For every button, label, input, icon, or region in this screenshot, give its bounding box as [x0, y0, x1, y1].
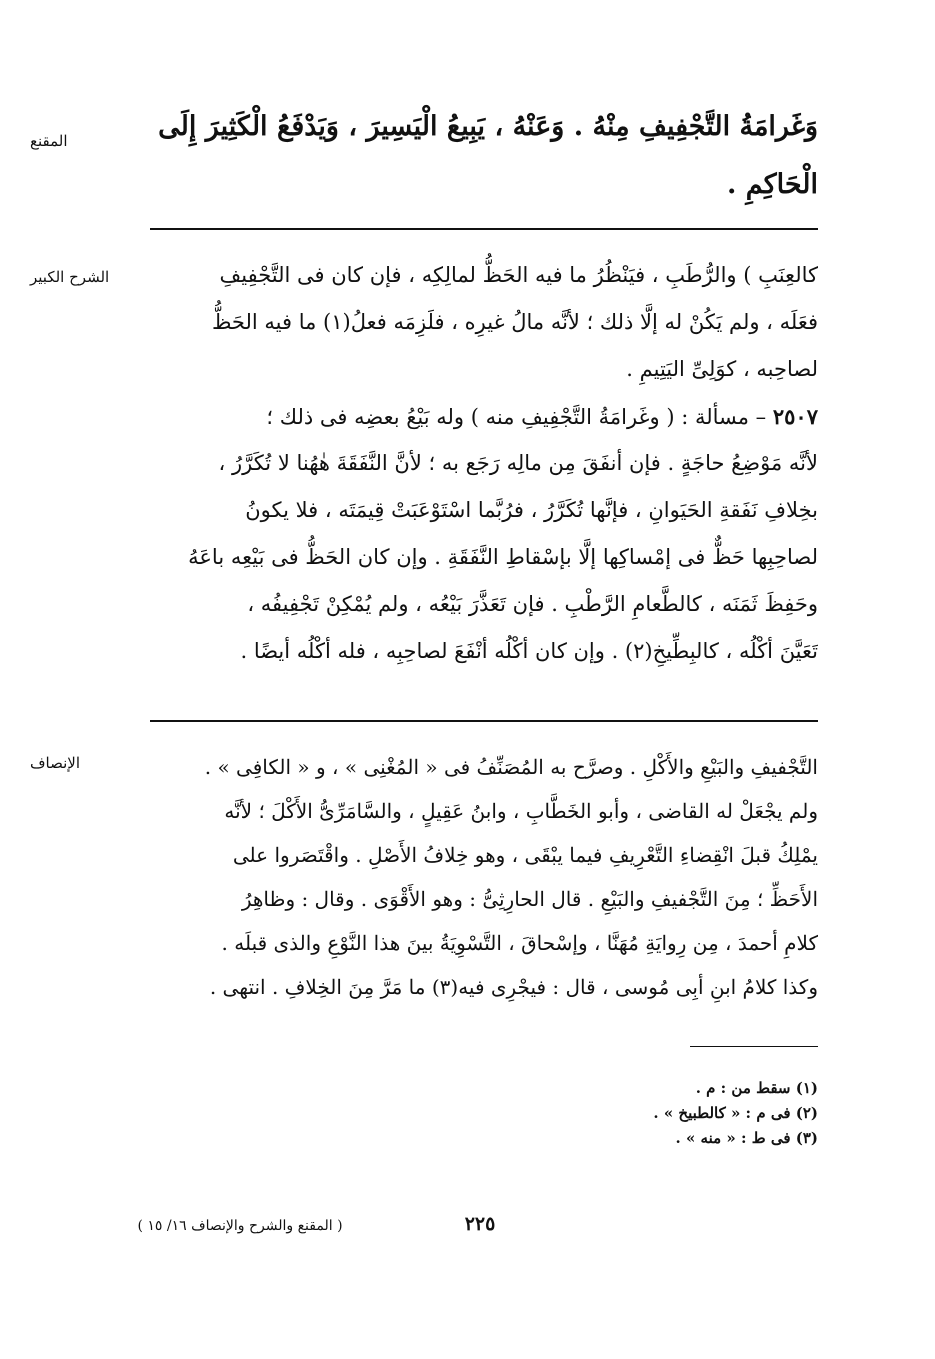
- section-divider: [150, 228, 818, 230]
- sharh-text: [150, 252, 818, 675]
- masala-heading: [150, 393, 818, 440]
- footnote-item: (٣) فى ط : « منه » .: [675, 1129, 818, 1147]
- masala-dash: –: [749, 405, 767, 429]
- footnotes: [590, 1076, 818, 1151]
- footnote-item: (٢) فى م : « كالطبيخ » .: [653, 1104, 818, 1122]
- insaf-line: ولم يجْعَلْ له القاضى ، وأبو الخَطَّابِ ، وابنُ عَقِيلٍ ، والسَّامَرِّىُّ الأَكْلَ ؛ لأنَّه: [224, 799, 818, 823]
- label-muqni: المقنع: [30, 132, 68, 150]
- insaf-line: يمْلِكُ قبلَ انْقِضاءِ التَّعْرِيفِ فيما يبْقَى ، وهو خِلافُ الأَصْلِ . واقْتَصَروا على: [232, 843, 818, 867]
- label-insaf: الإنصاف: [30, 754, 81, 772]
- matn-line: وَغَرامَةُ التَّجْفِيفِ مِنْهُ . وَعَنْهُ ، يَبِيعُ الْيَسِيرَ ، وَيَدْفَعُ الْكَثِيرَ إِلَى: [158, 111, 818, 142]
- masala-line: لصاحِبِها حَظٌّ فى إمْساكِها إلَّا بإسْقاطِ النَّفَقَةِ . وإن كان الحَظُّ فى بَيْعِه باعَهُ: [188, 545, 818, 569]
- masala-line: لأنَّه مَوْضِعُ حاجَةٍ . فإن أنفَقَ مِن مالِه رَجَع به ؛ لأنَّ النَّفَقَةَ هٰهُنا لا تُكَرَّرُ ،: [218, 451, 818, 475]
- sharh-line: فعَلَه ، ولم يَكُنْ له إلَّا ذلك ؛ لأنَّه مالُ غيرِه ، فلَزِمَه فعلُ(١) ما فيه الحَظُّ: [211, 310, 818, 334]
- insaf-line: التَّجْفيفِ والبَيْعِ والأَكْلِ . وصرَّح به المُصَنِّفُ فى « المُغْنِى » ، و « الكافِى » .: [204, 755, 818, 779]
- masala-line: وحَفِظَ ثَمَنَه ، كالطَّعامِ الرَّطْبِ . فإن تَعَذَّرَ بَيْعُه ، ولم يُمْكِنْ تَجْفِيفُه ،: [247, 592, 818, 616]
- insaf-line: وكذا كلامُ ابنِ أبِى مُوسى ، قال : فيجْرِى فيه(٣) ما مَرَّ مِنَ الخِلافِ . انتهى .: [209, 975, 818, 999]
- matn-line: الْحَاكِمِ .: [726, 169, 818, 200]
- masala-line: مسألة : ( وغَرامَةُ التَّجْفِيفِ منه ) وله بَيْعُ بعضِه فى ذلك ؛: [266, 405, 749, 429]
- sharh-line: لصاحِبه ، كوَلِىِّ اليَتِيمِ .: [626, 357, 818, 381]
- insaf-text: [150, 745, 818, 1009]
- label-sharh: الشرح الكبير: [30, 268, 110, 286]
- footnote-divider: [690, 1046, 818, 1047]
- insaf-line: كلامِ أحمدَ ، مِن رِوايَةِ مُهَنَّا ، وإسْحاقَ ، التَّسْوِيَةُ بينَ هذا النَّوْعِ والذى قبلَه .: [221, 931, 818, 955]
- sharh-line: كالعِنَبِ ) والرُّطَبِ ، فيَنْظُرُ ما فيه الحَظُّ لمالِكِه ، فإن كان فى التَّجْفِيفِ: [219, 263, 818, 287]
- masala-line: بخِلافِ نَفَقةِ الحَيَوانِ ، فإنَّها تُكَرَّرُ ، فرُبَّما اسْتَوْعَبَتْ قِيمَتَه ، فلا يكونُ: [245, 498, 818, 522]
- masala-line: تَعَيَّنَ أكْلُه ، كالبِطِّيخِ(٢) . وإن كان أكْلُه أنْفَعَ لصاحِبِه ، فله أكْلُه أيضًا .: [240, 639, 818, 663]
- source-reference: ( المقنع والشرح والإنصاف ١٦/ ١٥ ): [137, 1218, 343, 1234]
- page-number: ٢٢٥: [464, 1213, 496, 1235]
- section-divider: [150, 720, 818, 722]
- masala-number: ٢٥٠٧: [772, 404, 818, 429]
- matn-text: [150, 98, 818, 214]
- insaf-line: الأَحَظِّ ؛ مِنَ التَّجْفيفِ والبَيْعِ . قال الحارِثِىُّ : وهو الأَقْوَى . وقال : وظاهِرُ: [241, 887, 818, 911]
- footnote-item: (١) سقط من : م .: [695, 1079, 818, 1097]
